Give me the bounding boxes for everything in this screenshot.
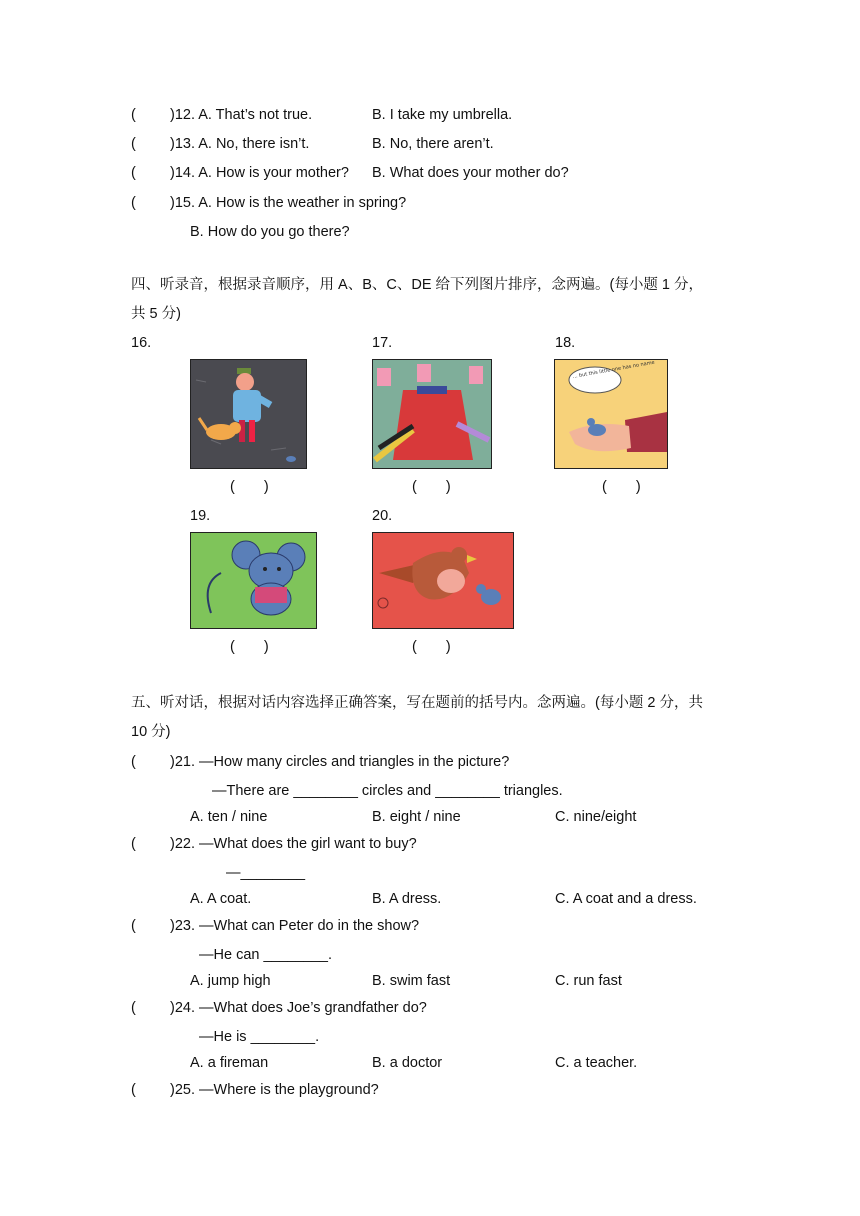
q24-response: —He is ________. — [199, 1029, 320, 1045]
pic-label-17: 17. — [372, 335, 393, 351]
q23-option-c: C. run fast — [555, 973, 622, 989]
pic-label-20: 20. — [372, 508, 393, 524]
answer-blank-20[interactable]: ( ) — [412, 639, 451, 655]
answer-paren: ( — [131, 836, 136, 852]
answer-paren: ( — [131, 136, 136, 152]
section5-heading: 五、听对话，根据对话内容选择正确答案，写在题前的括号内。念两遍。(每小题 2 分，共 — [131, 695, 703, 711]
q23-option-b: B. swim fast — [372, 973, 451, 989]
q14-option-b: B. What does your mother do? — [372, 165, 569, 181]
pic-label-16: 16. — [131, 335, 152, 351]
answer-blank-16[interactable]: ( ) — [230, 479, 269, 495]
section4-heading: 四、听录音，根据录音顺序，用 A、B、C、DE 给下列图片排序，念两遍。(每小题 1 分， — [131, 277, 703, 293]
q22-option-c: C. A coat and a dress. — [555, 891, 697, 907]
picture-19-mouse — [190, 532, 317, 629]
q22-option-b: B. A dress. — [372, 891, 442, 907]
q25-question: )25. —Where is the playground? — [170, 1082, 379, 1098]
pic-label-19: 19. — [190, 508, 211, 524]
answer-blank-17[interactable]: ( ) — [412, 479, 451, 495]
q23-question: )23. —What can Peter do in the show? — [170, 918, 420, 934]
q24-option-a: A. a fireman — [190, 1055, 269, 1071]
picture-18-hand-with-mouse — [554, 359, 668, 469]
q15-option-a: )15. A. How is the weather in spring? — [170, 195, 407, 211]
q23-option-a: A. jump high — [190, 973, 271, 989]
q24-question: )24. —What does Joe’s grandfather do? — [170, 1000, 427, 1016]
speech-bubble-text: ... but this little one has no name — [572, 360, 656, 380]
answer-paren: ( — [131, 165, 136, 181]
q21-option-c: C. nine/eight — [555, 809, 637, 825]
q13-option-a: )13. A. No, there isn’t. — [170, 136, 310, 152]
answer-paren: ( — [131, 918, 136, 934]
answer-blank-19[interactable]: ( ) — [230, 639, 269, 655]
q13-option-b: B. No, there aren’t. — [372, 136, 494, 152]
answer-paren: ( — [131, 1000, 136, 1016]
q24-option-c: C. a teacher. — [555, 1055, 638, 1071]
answer-paren: ( — [131, 1082, 136, 1098]
q23-response: —He can ________. — [199, 947, 333, 963]
section4-heading-cont: 共 5 分) — [131, 306, 181, 322]
q14-option-a: )14. A. How is your mother? — [170, 165, 349, 181]
answer-blank-18[interactable]: ( ) — [602, 479, 641, 495]
q21-question: )21. —How many circles and triangles in the picture? — [170, 754, 510, 770]
picture-17-red-dress — [372, 359, 492, 469]
q21-option-a: A. ten / nine — [190, 809, 268, 825]
q22-response: —________ — [226, 865, 306, 881]
section5-heading-cont: 10 分) — [131, 724, 171, 740]
picture-20-bird-and-mouse — [372, 532, 514, 629]
q21-option-b: B. eight / nine — [372, 809, 461, 825]
q12-option-a: )12. A. That’s not true. — [170, 107, 313, 123]
answer-paren: ( — [131, 754, 136, 770]
q24-option-b: B. a doctor — [372, 1055, 443, 1071]
q22-question: )22. —What does the girl want to buy? — [170, 836, 417, 852]
answer-paren: ( — [131, 107, 136, 123]
pic-label-18: 18. — [555, 335, 576, 351]
picture-16-man-and-cat — [190, 359, 307, 469]
answer-paren: ( — [131, 195, 136, 211]
q15-option-b: B. How do you go there? — [190, 224, 350, 240]
q12-option-b: B. I take my umbrella. — [372, 107, 513, 123]
q21-response: —There are ________ circles and ________ triangles. — [212, 783, 563, 799]
q22-option-a: A. A coat. — [190, 891, 252, 907]
